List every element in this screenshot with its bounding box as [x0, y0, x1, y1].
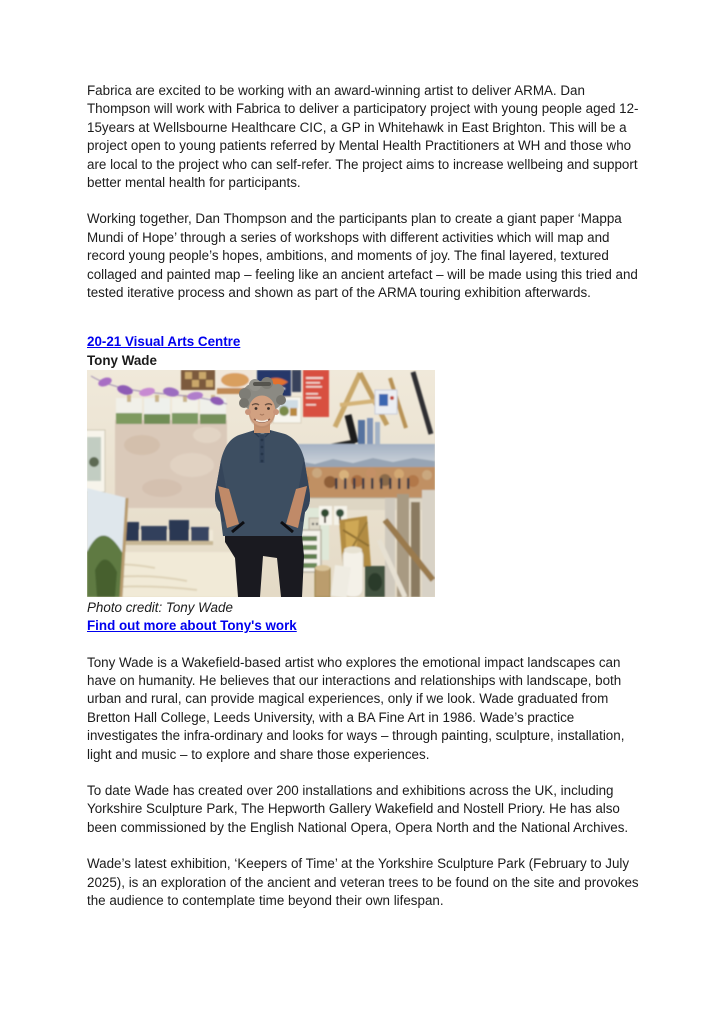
artist-name-heading: Tony Wade	[87, 352, 157, 368]
venue-link[interactable]: 20-21 Visual Arts Centre	[87, 334, 241, 350]
paragraph-latest-exhibition: Wade’s latest exhibition, ‘Keepers of Time’ at the Yorkshire Sculpture Park (February to July 2025), is an exploration of the ancient and veteran trees to be found on the site and provokes the audience to contemplate time beyond their own lifespan.	[87, 856, 639, 909]
spacer	[87, 320, 644, 333]
find-out-more-link[interactable]: Find out more about Tony's work	[87, 618, 297, 634]
more-link-line	[87, 617, 643, 635]
venue-link-line	[87, 333, 643, 351]
photo-credit-caption: Photo credit: Tony Wade	[87, 600, 233, 616]
paragraph-working-together: Working together, Dan Thompson and the participants plan to create a giant paper ‘Mappa Mundi of Hope’ through a series of workshops with different activities which will map and record young people’s hopes, ambitions, and moments of joy. The final layered, textured collaged and painted map – feeling like an ancient artefact – will be made using this tried and tested iterative process and shown as part of the ARMA touring exhibition afterwards.	[87, 211, 638, 301]
paragraph-installations: To date Wade has created over 200 installations and exhibitions across the UK, including Yorkshire Sculpture Park, The Hepworth Gallery Wakefield and Nostell Priory. He has also been commissioned by the English National Opera, Opera North and the National Archives.	[87, 783, 629, 835]
paragraph-bio: Tony Wade is a Wakefield-based artist who explores the emotional impact landscapes can have on humanity. He believes that our interactions and relationships with landscape, both urban and rural, can provide magical experiences, only if we look. Wade graduated from Bretton Hall College, Leeds University, with a BA Fine Art in 1986. Wade’s practice investigates the infra-ordinary and looks for ways – through painting, sculpture, installation, light and music – to explore and share those experiences.	[87, 654, 625, 762]
spacer	[87, 636, 644, 654]
paragraph-fabrica-arma: Fabrica are excited to be working with an award-winning artist to deliver ARMA. Dan Thompson will work with Fabrica to deliver a participatory project with young people aged 12-15years at Wellsbourne Healthcare CIC, a GP in Whitehawk in East Brighton. This will be a project open to young patients referred by Mental Health Practitioners at WH and those who are local to the project who can self-refer. The project aims to increase wellbeing and support better mental health for participants.	[87, 83, 639, 191]
tony-wade-studio-photo	[87, 370, 435, 597]
studio-photo-illustration	[87, 370, 435, 597]
